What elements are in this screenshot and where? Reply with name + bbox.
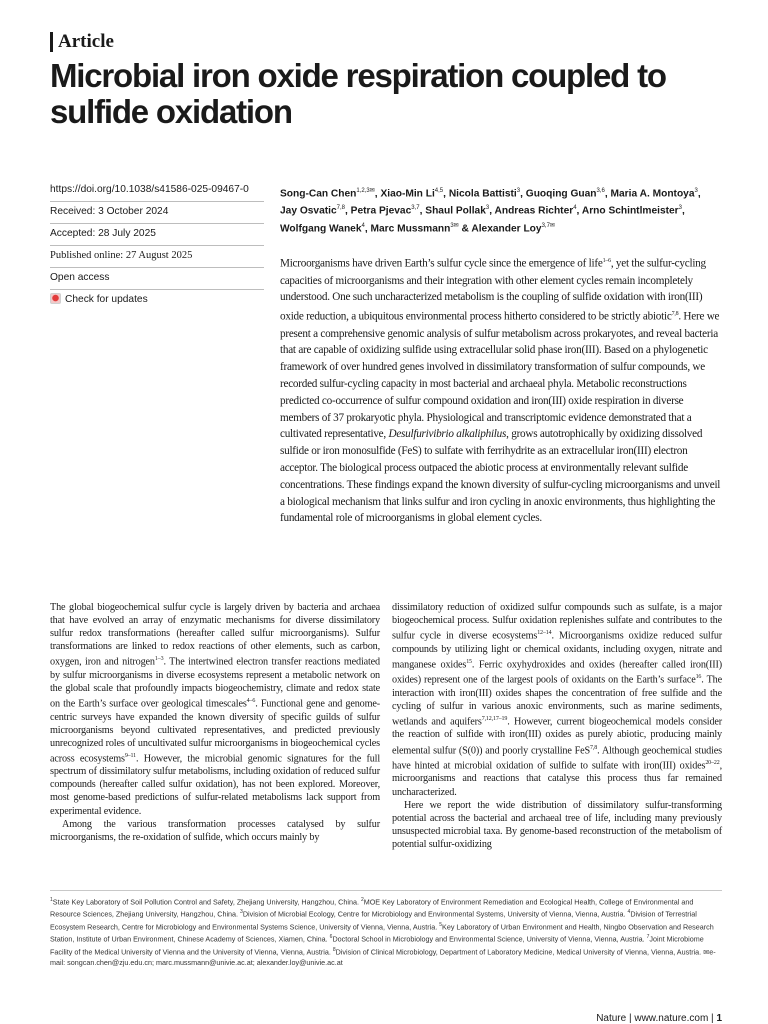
abstract-text: , grows autotrophically by oxidizing dissolved sulfide or iron monosulfide (FeS) to sulfate with ferrihydrite as an extracellular iron(III) electron acceptor. The biological process outpaced the abiotic process at environmentally relevant sulfide concentrations. These findings expand the known diversity of sulfur-cycling microorganisms and unveil a biological mechanism that links sulfur and iron cycling in anoxic environments, thus highlighting the fundamental role of microorganisms in global element cycles. <box>280 428 721 525</box>
author-name[interactable]: Marc Mussmann <box>370 223 451 235</box>
author-affiliation-mark: 3✉ <box>450 222 459 229</box>
check-for-updates-label: Check for updates <box>65 294 148 305</box>
author-name[interactable]: Song-Can Chen <box>280 188 357 200</box>
author-name[interactable]: Nicola Battisti <box>448 188 517 200</box>
footer-separator: | <box>708 1013 717 1024</box>
affiliation-number: 5 <box>439 921 443 928</box>
author-name[interactable]: Jay Osvatic <box>280 205 337 217</box>
author-name[interactable]: Maria A. Montoya <box>610 188 695 200</box>
check-for-updates-button[interactable] <box>50 289 264 311</box>
author-separator: , <box>576 205 582 217</box>
body-paragraph: dissimilatory reduction of oxidized sulfur compounds such as sulfate, is a major biogeochemical process. Sulfur oxidation replenishes sulfate and contributes to the sulfur cycle in diverse ecosystems$^{12-14}$. Microorganisms oxidize reduced sulfur compounds by utilizing light or chemical oxidants, including oxygen, nitrate and manganese oxides$^{15}$. Ferric oxyhydroxides and oxides (hereafter called iron(III) oxides) represent one of the largest pools of oxidants on the Earth’s surface$^{16}$. The interaction with iron(III) oxides shapes the concentration of free sulfide and the cycling of sulfur in various anoxic environments, such as marine sediments, wetlands and aquifers$^{7,12,17-19}$. However, current biogeochemical models consider the reaction of sulfide with iron(III) oxides as purely abiotic, producing mainly elemental sulfur (S(0)) and poorly crystalline FeS$^{7,8}$. Although geochemical studies have hinted at microbial oxidation of sulfide to sulfate with iron(III) oxides$^{20-22}$, microorganisms and reactions that catalyse this process thus far remained uncharacterized. <box>392 602 723 798</box>
species-name: Desulfurivibrio alkaliphilus <box>388 428 507 441</box>
author-affiliation-mark: 3,7 <box>411 205 420 212</box>
author-separator: , <box>489 205 495 217</box>
doi-link[interactable]: https://doi.org/10.1038/s41586-025-09467-0 <box>50 184 249 195</box>
citation-ref[interactable]: 9–11 <box>124 752 137 759</box>
author-separator: , <box>364 223 371 235</box>
affiliation-number: 4 <box>627 909 631 916</box>
article-type-rule <box>50 32 53 52</box>
footer-separator: | <box>626 1013 635 1024</box>
author-affiliation-mark: 4 <box>361 222 365 229</box>
body-column-right <box>392 601 722 851</box>
citation-ref[interactable]: 12–14 <box>537 630 552 637</box>
affiliations <box>50 895 722 969</box>
author-separator: , <box>682 205 685 217</box>
citation-ref[interactable]: 20–22 <box>705 759 720 766</box>
footnote-divider <box>50 890 722 891</box>
author-name[interactable]: Alexander Loy <box>471 223 542 235</box>
affiliation-text: Joint Microbiome Facility of the Medical University of Vienna and the University of Vienna, Vienna, Austria. <box>50 934 704 957</box>
citation-ref[interactable]: 7,8 <box>671 311 679 318</box>
page-footer <box>596 1013 722 1024</box>
published-date: Published online: 27 August 2025 <box>50 245 264 267</box>
abstract-text: . Here we present a comprehensive genomic analysis of sulfur metabolism across prokaryotes, and reveal bacteria that are capable of oxidizing sulfide using extracellular solid phase iron(III). Based on a phylogenetic framework of over hundred genes involved in dissimilatory transformation of sulfur compounds, we recorded sulfur-cycling capacity in most bacterial and archaeal phyla. Metabolic reconstructions predicted co-occurrence of sulfur compound oxidation and iron(III) oxide respiration in diverse members of 37 prokaryotic phyla. Physiological and transcriptomic evidence demonstrated that a cultivated representative, <box>280 310 720 441</box>
author-name[interactable]: Guoqing Guan <box>525 188 597 200</box>
abstract <box>280 253 722 527</box>
citation-ref[interactable]: 7,8 <box>590 744 598 751</box>
article-title: Microbial iron oxide respiration coupled to sulfide oxidation <box>50 57 666 130</box>
abstract-text: , yet the sulfur-cycling capacities of microorganisms and their integration with other element cycles remain incompletely understood. One such uncharacterized metabolism is the coupling of sulfide oxidation with iron(III) oxide reduction, a ubiquitous environmental process hitherto considered to be strictly abiotic <box>280 257 706 323</box>
author-name[interactable]: Shaul Pollak <box>425 205 486 217</box>
affiliation-number: 6 <box>329 934 333 941</box>
author-separator: , <box>604 188 611 200</box>
affiliation-text: Doctoral School in Microbiology and Environmental Science, University of Vienna, Vienna, Austria. <box>332 934 647 944</box>
author-name[interactable]: Andreas Richter <box>494 205 574 217</box>
author-name[interactable]: Petra Pjevac <box>350 205 412 217</box>
abstract-text: Microorganisms have driven Earth’s sulfur cycle since the emergence of life <box>280 257 603 270</box>
citation-ref[interactable]: 16 <box>695 674 702 681</box>
author-separator: , <box>520 188 526 200</box>
author-affiliation-mark: 3 <box>516 188 521 194</box>
open-access-label: Open access <box>50 267 264 289</box>
body-paragraph: Here we report the wide distribution of dissimilatory sulfur-transforming potential across the bacterial and archaeal tree of life, including many previously unsuspected microbial taxa. By genome-based reconstruction of the metabolism of potential sulfur-oxidizing <box>392 799 722 850</box>
author-affiliation-mark: 3,7✉ <box>541 222 555 229</box>
author-affiliation-mark: 3 <box>485 205 490 212</box>
body-column-left <box>50 601 380 844</box>
affiliation-number: 1 <box>50 897 53 903</box>
author-name[interactable]: Arno Schintlmeister <box>581 205 679 217</box>
citation-ref[interactable]: 1–3 <box>154 656 164 663</box>
journal-site-link[interactable]: www.nature.com <box>634 1013 709 1024</box>
affiliation-number: 7 <box>646 934 650 941</box>
author-affiliation-mark: 4,5 <box>434 188 444 194</box>
author-affiliation-mark: 3 <box>694 188 698 194</box>
affiliation-number: 3 <box>240 909 243 916</box>
body-paragraph: The global biogeochemical sulfur cycle is largely driven by bacteria and archaea that have evolved an array of enzymatic mechanisms for diverse dissimilatory sulfur redox transformations (hereafter called sulfur microorganisms). Sulfur transformations are linked to redox reactions of other elements, such as carbon, oxygen, iron and nitrogen$^{1-3}$. The intertwined electron transfer reactions mediated by sulfur microorganisms in diverse ecosystems represent a metabolic network on the global scale that profoundly impacts biogeochemistry, climate and redox state on the Earth’s surface over geological timescales$^{4-6}$. Functional gene and genome-centric surveys have expanded the known diversity of specific guilds of sulfur microorganisms beyond cultivated representatives, and predicted previously unrecognized roles of uncultivated sulfur microorganisms in biogeochemical cycles across ecosystems$^{9-11}$. However, the microbial genomic signatures for the full spectrum of dissimilatory sulfur metabolisms, including oxidation of reduced sulfur compounds (hereafter called sulfur oxidation), has not been explored. Moreover, most genome-based predictions of sulfur-related metabolisms lack support from experimental evidence. <box>50 602 381 817</box>
author-name[interactable]: Xiao-Min Li <box>380 188 435 200</box>
accepted-date: Accepted: 28 July 2025 <box>50 223 264 245</box>
received-date: Received: 3 October 2024 <box>50 201 264 223</box>
page-number: 1 <box>716 1013 722 1024</box>
author-separator: , <box>344 205 351 217</box>
affiliation-text: Division of Terrestrial Ecosystem Research, Centre for Microbiology and Environmental Systems Science, University of Vienna, Vienna, Austria. <box>50 909 697 932</box>
author-affiliation-mark: 1,2,3✉ <box>356 188 375 194</box>
affiliation-text: Key Laboratory of Urban Environment and Health, Ningbo Observation and Research Station, Institute of Urban Environment, Chinese Academy of Sciences, Xiamen, China. <box>50 922 714 944</box>
author-separator: & <box>458 223 472 235</box>
article-metadata <box>50 183 264 311</box>
citation-ref[interactable]: 4–6 <box>246 698 256 705</box>
author-separator: , <box>443 188 449 200</box>
body-paragraph: Among the various transformation processes catalysed by sulfur microorganisms, the re-oxidation of sulfide, which occurs mainly by <box>50 818 380 843</box>
author-name[interactable]: Wolfgang Wanek <box>280 223 362 235</box>
author-affiliation-mark: 7,8 <box>336 205 345 212</box>
affiliation-text: State Key Laboratory of Soil Pollution Control and Safety, Zhejiang University, Hangzhou, China. <box>52 897 361 907</box>
author-affiliation-mark: 3 <box>678 205 682 212</box>
author-affiliation-mark: 3,6 <box>596 188 605 194</box>
affiliation-text: Division of Clinical Microbiology, Department of Laboratory Medicine, Medical University of Vienna, Vienna, Austria. <box>335 947 704 957</box>
author-affiliation-mark: 4 <box>573 205 577 212</box>
affiliation-number: 8 <box>332 946 336 953</box>
journal-name: Nature <box>596 1013 627 1024</box>
correspondence-emails[interactable]: ✉e-mail: songcan.chen@zju.edu.cn; marc.mussmann@univie.ac.at; alexander.loy@univie.ac.at <box>50 947 716 968</box>
author-list <box>280 184 720 236</box>
article-type: Article <box>58 31 114 52</box>
author-separator: , <box>419 205 426 217</box>
citation-ref[interactable]: 7,12,17–19 <box>481 715 508 722</box>
affiliation-number: 2 <box>360 897 364 903</box>
author-separator: , <box>697 188 701 200</box>
author-separator: , <box>374 188 381 200</box>
affiliation-text: Division of Microbial Ecology, Centre for Microbiology and Environmental Systems, University of Vienna, Vienna, Austria. <box>242 909 628 919</box>
citation-ref[interactable]: 1–6 <box>602 258 611 264</box>
citation-ref[interactable]: 15 <box>466 658 472 665</box>
affiliation-text: MOE Key Laboratory of Environment Remediation and Ecological Health, College of Environmental and Resource Sciences, Zhejiang University, Hangzhou, China. <box>50 897 694 919</box>
check-for-updates-icon <box>50 293 61 304</box>
